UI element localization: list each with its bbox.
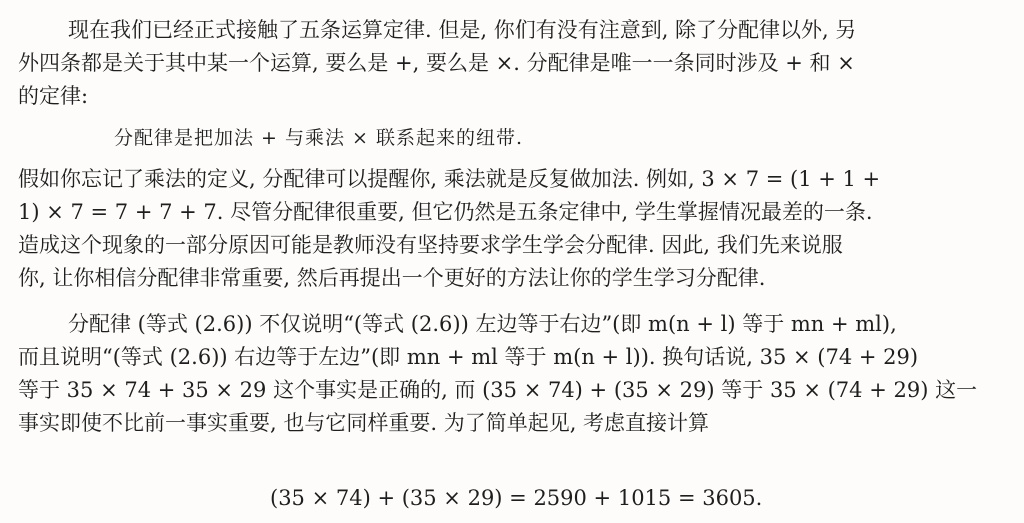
paragraph-2-line-1: 假如你忘记了乘法的定义, 分配律可以提醒你, 乘法就是反复做加法. 例如, 3 × 7 = (1 + 1 +: [18, 167, 881, 191]
paragraph-1-line-2: 外四条都是关于其中某一个运算, 要么是 +, 要么是 ×. 分配律是唯一一条同时涉及 + 和 ×: [18, 51, 855, 75]
paragraph-2-line-4: 你, 让你相信分配律非常重要, 然后再提出一个更好的方法让你的学生学习分配律.: [18, 266, 766, 290]
paragraph-2-line-2: 1) × 7 = 7 + 7 + 7. 尽管分配律很重要, 但它仍然是五条定律中, 学生掌握情况最差的一条.: [18, 200, 873, 224]
paragraph-1-line-3: 的定律:: [18, 84, 89, 108]
paragraph-3-line-4: 事实即使不比前一事实重要, 也与它同样重要. 为了简单起见, 考虑直接计算: [18, 411, 710, 435]
quote-line: 分配律是把加法 + 与乘法 × 联系起来的纽带.: [114, 127, 524, 149]
paragraph-3-line-2: 而且说明“(等式 (2.6)) 右边等于左边”(即 mn + ml 等于 m(n + l)). 换句话说, 35 × (74 + 29): [18, 345, 919, 369]
paragraph-3-line-1: 分配律 (等式 (2.6)) 不仅说明“(等式 (2.6)) 左边等于右边”(即 m(n + l) 等于 mn + ml),: [68, 312, 897, 336]
paragraph-3-line-3: 等于 35 × 74 + 35 × 29 这个事实是正确的, 而 (35 × 74) + (35 × 29) 等于 35 × (74 + 29) 这一: [18, 378, 978, 402]
display-formula: (35 × 74) + (35 × 29) = 2590 + 1015 = 3605.: [270, 486, 763, 510]
paragraph-2-line-3: 造成这个现象的一部分原因可能是教师没有坚持要求学生学会分配律. 因此, 我们先来说服: [18, 233, 843, 257]
paragraph-1-line-1: 现在我们已经正式接触了五条运算定律. 但是, 你们有没有注意到, 除了分配律以外, 另: [68, 18, 857, 42]
